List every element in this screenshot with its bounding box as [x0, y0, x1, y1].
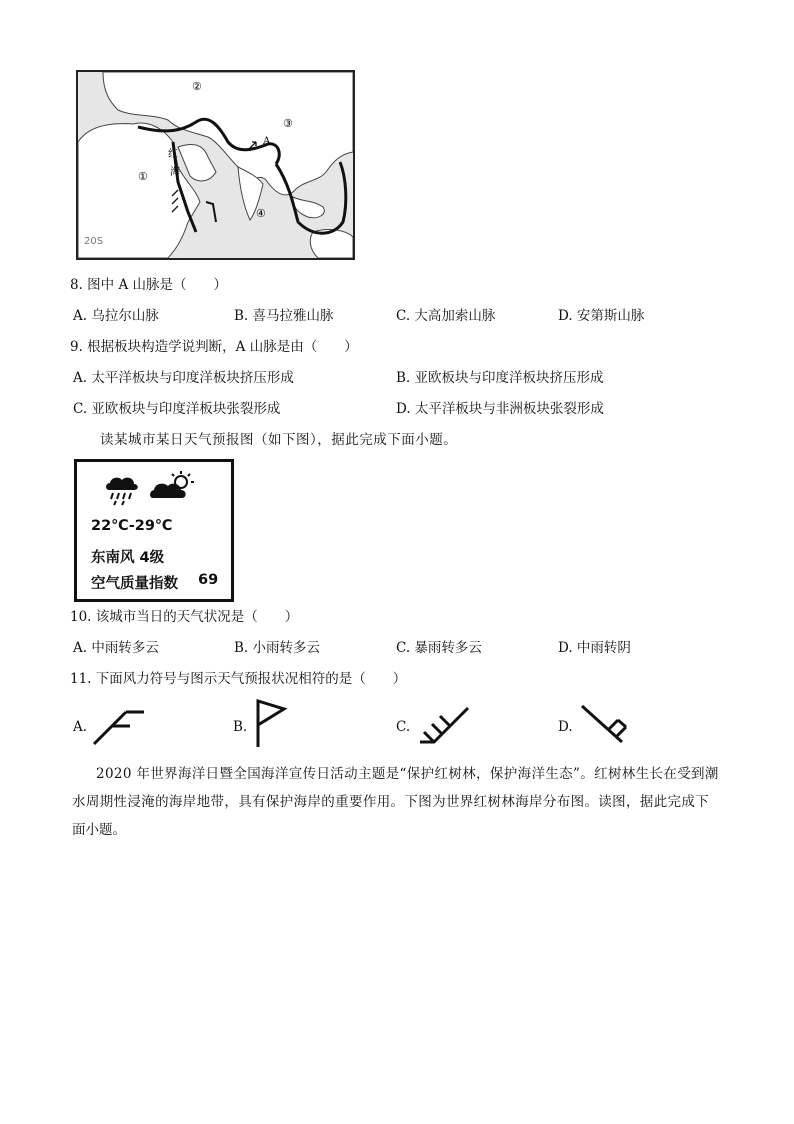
map-label-region4: ④ [256, 207, 266, 220]
mangrove-intro-line3: 面小题。 [72, 822, 126, 838]
question-10-option-c[interactable]: C. 暴雨转多云 [396, 640, 482, 656]
map-label-scale: 20S [84, 236, 104, 247]
wind-symbol-d-icon[interactable] [578, 702, 634, 748]
rain-cloud-icon [103, 474, 143, 506]
question-8-stem: 8. 图中 A 山脉是（ ） [70, 277, 228, 293]
wind-symbol-c-icon[interactable] [416, 704, 472, 748]
map-label-red-sea-1: 红 [168, 149, 178, 160]
plate-map-svg [78, 72, 353, 258]
map-label-region1: ① [138, 170, 148, 183]
wind-symbol-a-icon[interactable] [92, 700, 152, 748]
weather-aqi-value: 69 [198, 572, 219, 588]
question-11-option-c[interactable]: C. [396, 719, 411, 735]
question-10-stem: 10. 该城市当日的天气状况是（ ） [70, 609, 299, 625]
question-10-option-a[interactable]: A. 中雨转多云 [73, 640, 159, 656]
question-9-stem: 9. 根据板块构造学说判断，A 山脉是由（ ） [70, 339, 358, 355]
question-11-option-a[interactable]: A. [73, 719, 88, 735]
question-10-option-b[interactable]: B. 小雨转多云 [234, 640, 321, 656]
partly-cloudy-icon [149, 470, 199, 504]
mangrove-intro-line2: 水周期性浸淹的海岸地带，具有保护海岸的重要作用。下图为世界红树林海岸分布图。读图，据此完成下 [72, 794, 710, 810]
mangrove-intro-line1: 2020 年世界海洋日暨全国海洋宣传日活动主题是“保护红树林，保护海洋生态”。红树林生长在受到潮 [96, 766, 719, 782]
weather-wind: 东南风 4级 [91, 550, 165, 566]
question-10-option-d[interactable]: D. 中雨转阴 [558, 640, 631, 656]
weather-forecast-card [74, 459, 234, 602]
question-9-option-c[interactable]: C. 亚欧板块与印度洋板块张裂形成 [73, 401, 281, 417]
map-label-mountain-a: A [263, 136, 271, 147]
weather-aqi-label: 空气质量指数 [91, 576, 178, 592]
question-11-option-d[interactable]: D. [558, 719, 573, 735]
question-8-option-c[interactable]: C. 大高加索山脉 [396, 308, 496, 324]
wind-symbol-b-icon[interactable] [250, 695, 290, 751]
question-9-option-d[interactable]: D. 太平洋板块与非洲板块张裂形成 [396, 401, 604, 417]
question-8-option-a[interactable]: A. 乌拉尔山脉 [73, 308, 159, 324]
question-9-option-b[interactable]: B. 亚欧板块与印度洋板块挤压形成 [396, 370, 604, 386]
weather-temperature: 22℃-29℃ [91, 518, 173, 534]
map-label-region2: ② [192, 80, 202, 93]
question-9-option-a[interactable]: A. 太平洋板块与印度洋板块挤压形成 [73, 370, 294, 386]
question-8-option-d[interactable]: D. 安第斯山脉 [558, 308, 645, 324]
map-label-region3: ③ [283, 117, 293, 130]
map-label-red-sea-2: 海 [170, 167, 180, 178]
question-11-stem: 11. 下面风力符号与图示天气预报状况相符的是（ ） [70, 671, 407, 687]
question-8-option-b[interactable]: B. 喜马拉雅山脉 [234, 308, 334, 324]
question-11-option-b[interactable]: B. [233, 719, 248, 735]
plate-map-figure [76, 70, 355, 260]
weather-intro-text: 读某城市某日天气预报图（如下图），据此完成下面小题。 [100, 432, 458, 448]
